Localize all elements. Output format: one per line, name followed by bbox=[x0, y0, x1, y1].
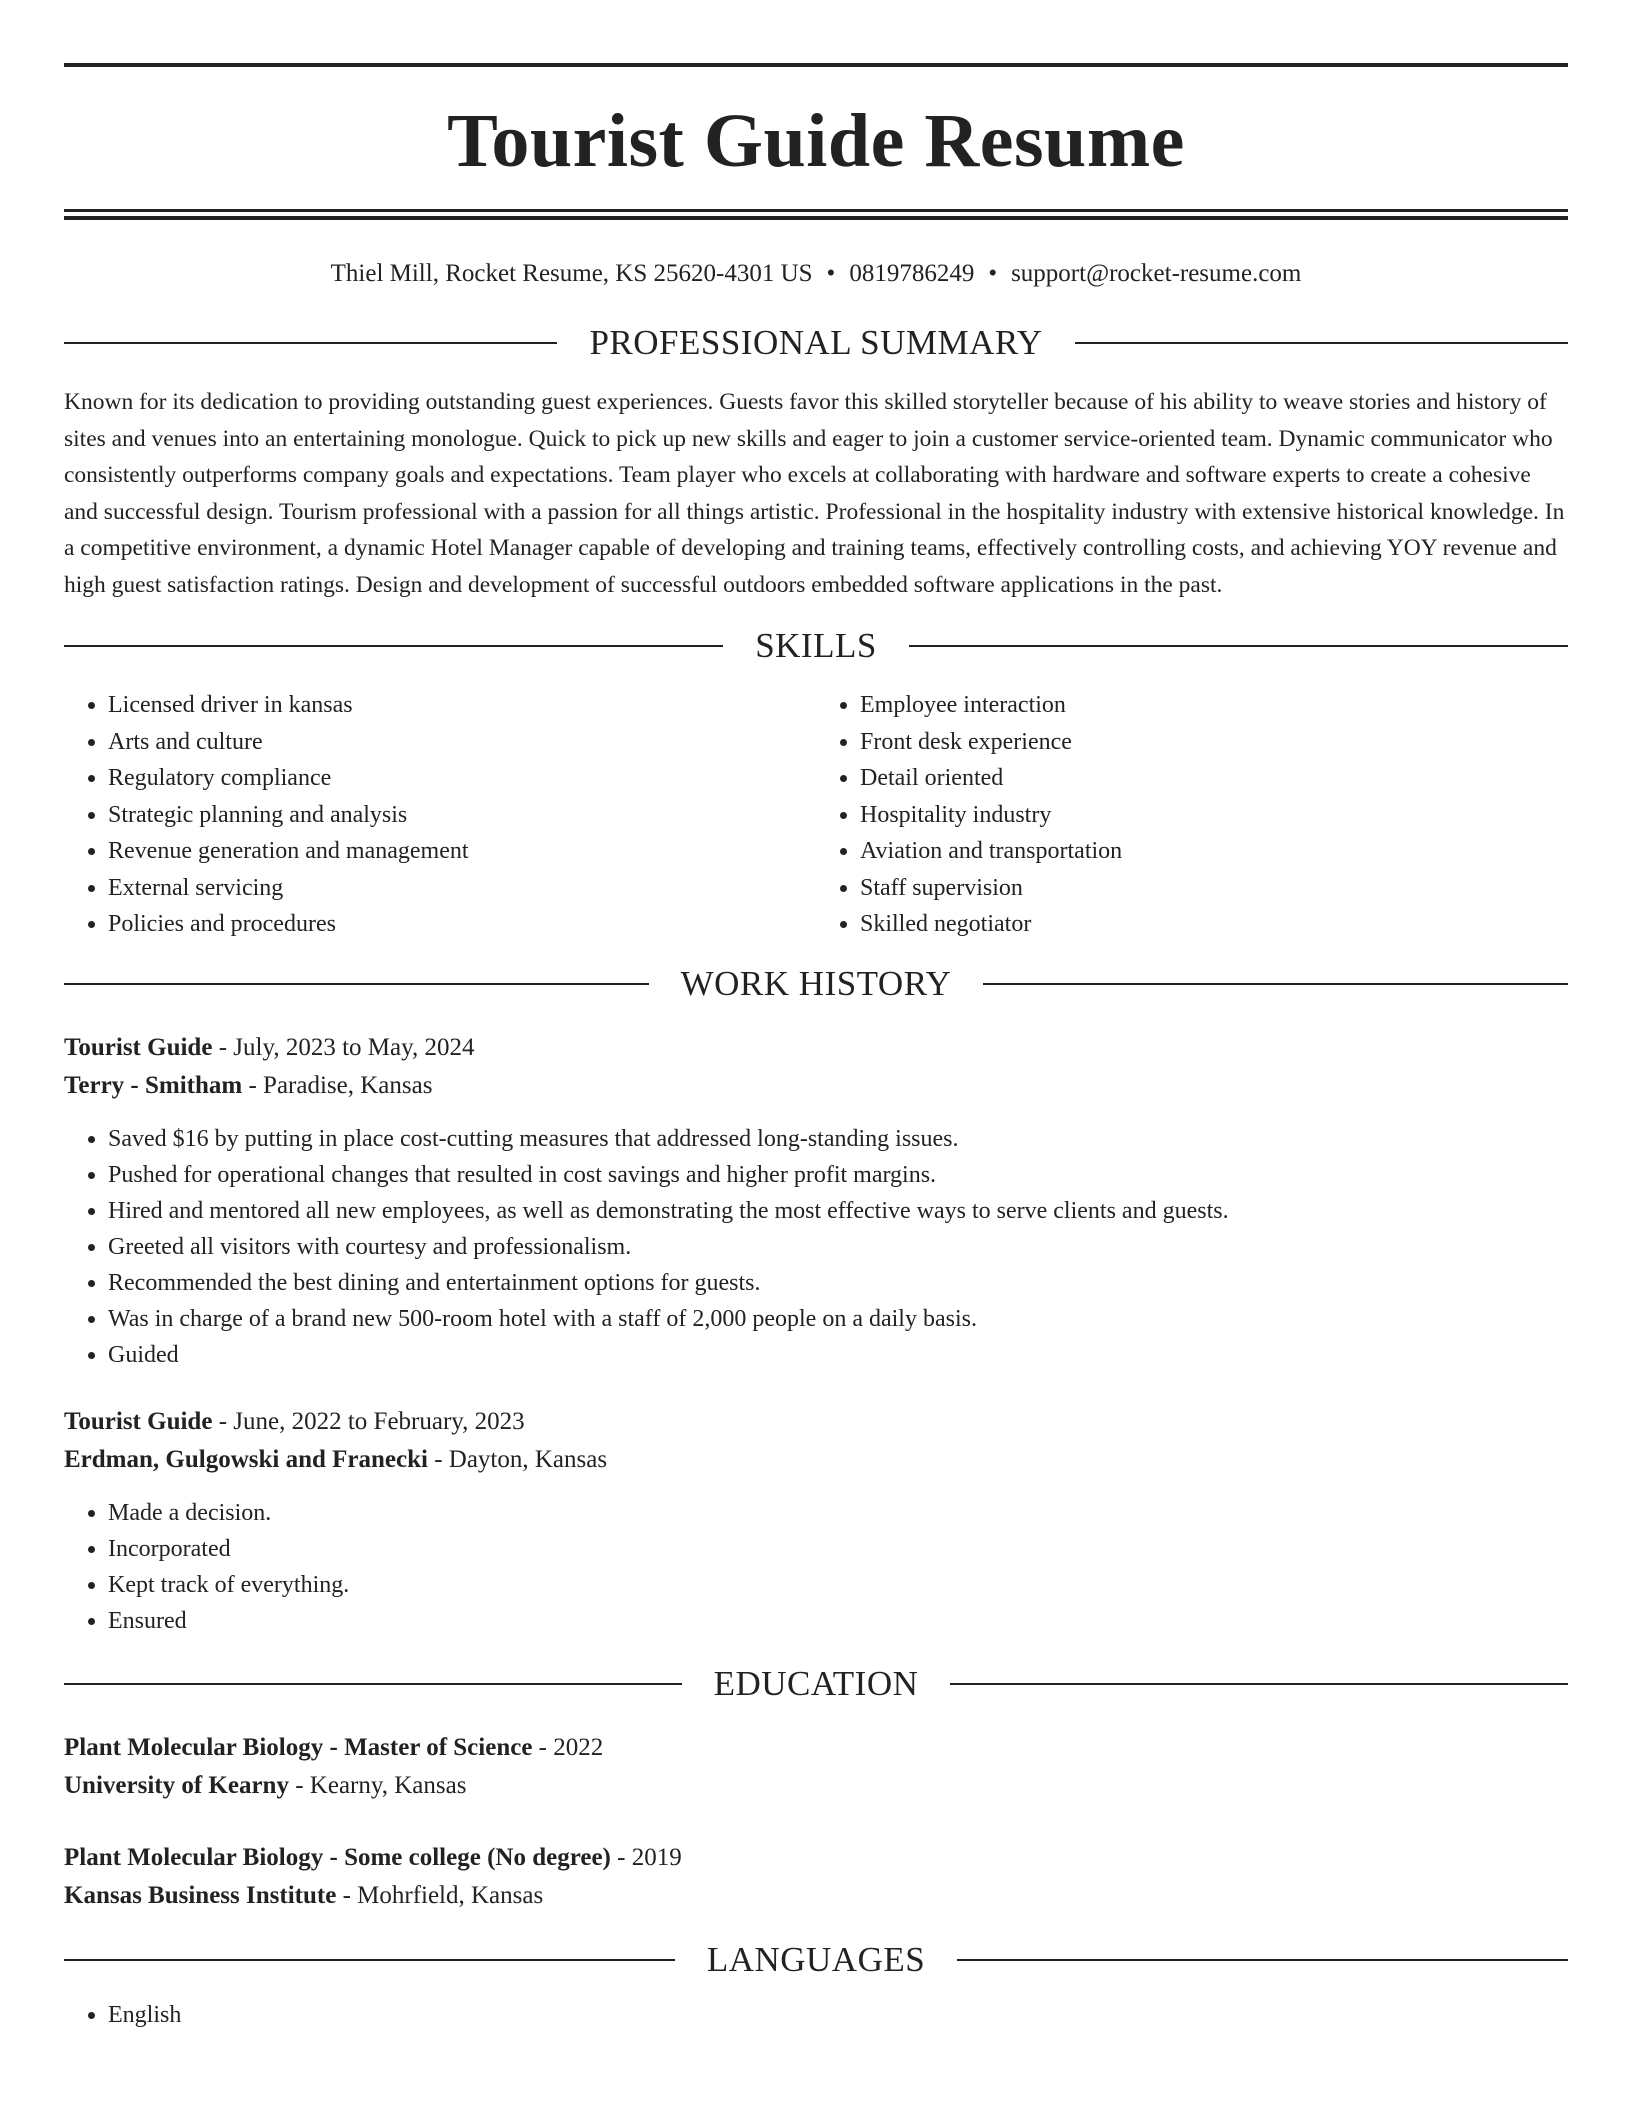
contact-separator: • bbox=[988, 260, 998, 287]
education-year: - 2019 bbox=[610, 1843, 682, 1871]
section-title: SKILLS bbox=[755, 626, 877, 665]
skill-item: • Hospitality industry bbox=[860, 797, 1568, 834]
contact-phone: 0819786249 bbox=[849, 260, 975, 287]
education-year: - 2022 bbox=[532, 1733, 604, 1761]
languages-list bbox=[64, 1997, 1568, 2033]
page-title: Tourist Guide Resume bbox=[447, 99, 1185, 183]
job-bullet: • Ensured bbox=[108, 1603, 1568, 1639]
contact-line bbox=[64, 254, 1568, 294]
education-degree-line bbox=[64, 1839, 1568, 1877]
job-entry bbox=[64, 1403, 1568, 1639]
language-item: • English bbox=[108, 1997, 1568, 2033]
skill-item: • Arts and culture bbox=[108, 724, 816, 761]
title-double-rule bbox=[64, 209, 1568, 220]
skill-item: • Revenue generation and management bbox=[108, 833, 816, 870]
contact-email: support@rocket-resume.com bbox=[1011, 260, 1302, 287]
heading-rule bbox=[957, 1959, 1568, 1961]
section-title: WORK HISTORY bbox=[680, 963, 952, 1003]
job-company-line bbox=[64, 1441, 1568, 1479]
skills-columns bbox=[64, 687, 1568, 943]
job-title-line bbox=[64, 1029, 1568, 1067]
education-location: - Mohrfield, Kansas bbox=[336, 1881, 544, 1909]
job-entry bbox=[64, 1029, 1568, 1373]
heading-rule bbox=[64, 1683, 682, 1685]
skill-item: • Detail oriented bbox=[860, 760, 1568, 797]
heading-rule bbox=[64, 983, 649, 985]
job-company: Terry - Smitham bbox=[64, 1071, 243, 1099]
section-title: PROFESSIONAL SUMMARY bbox=[589, 323, 1043, 362]
job-location: - Dayton, Kansas bbox=[427, 1445, 608, 1473]
job-bullet: • Greeted all visitors with courtesy and professionalism. bbox=[108, 1229, 1568, 1265]
job-bullet: • Hired and mentored all new employees, as well as demonstrating the most effective ways to serve clients and guests. bbox=[108, 1193, 1568, 1229]
job-dates: - July, 2023 to May, 2024 bbox=[212, 1033, 475, 1061]
heading-rule bbox=[64, 645, 723, 647]
section-heading-skills bbox=[64, 623, 1568, 669]
contact-address: Thiel Mill, Rocket Resume, KS 25620-4301 US bbox=[330, 260, 813, 287]
summary-text: Known for its dedication to providing outstanding guest experiences. Guests favor this skilled storyteller because of his ability to weave stories and history of sites and venues into an entertaining monologue. Quick to pick up new skills and eager to join a customer service-oriented team. Dynamic communicator who consistently outperforms company goals and expectations. Team player who excels at collaborating with hardware and software experts to create a cohesive and successful design. Tourism professional with a passion for all things artistic. Professional in the hospitality industry with extensive historical knowledge. In a competitive environment, a dynamic Hotel Manager capable of developing and training teams, effectively controlling costs, and achieving YOY revenue and high guest satisfaction ratings. Design and development of successful outdoors embedded software applications in the past. bbox=[64, 389, 1565, 598]
education-location: - Kearny, Kansas bbox=[288, 1771, 467, 1799]
skill-item: • Employee interaction bbox=[860, 687, 1568, 724]
job-dates: - June, 2022 to February, 2023 bbox=[212, 1407, 525, 1435]
job-bullet: • Guided bbox=[108, 1337, 1568, 1373]
heading-rule bbox=[64, 1959, 675, 1961]
skill-item: • Strategic planning and analysis bbox=[108, 797, 816, 834]
job-bullet: • Incorporated bbox=[108, 1531, 1568, 1567]
resume-page bbox=[64, 0, 1568, 2033]
heading-rule bbox=[983, 983, 1568, 985]
skills-list-left bbox=[64, 687, 816, 943]
skill-item: • Policies and procedures bbox=[108, 906, 816, 943]
section-title: EDUCATION bbox=[713, 1663, 919, 1703]
skill-item: • Skilled negotiator bbox=[860, 906, 1568, 943]
top-rule bbox=[64, 63, 1568, 67]
section-heading-work bbox=[64, 961, 1568, 1007]
job-company-line bbox=[64, 1067, 1568, 1105]
skill-item: • Aviation and transportation bbox=[860, 833, 1568, 870]
education-degree: Plant Molecular Biology - Master of Science bbox=[64, 1733, 533, 1761]
job-bullet: • Kept track of everything. bbox=[108, 1567, 1568, 1603]
education-entry bbox=[64, 1839, 1568, 1915]
heading-rule bbox=[909, 645, 1568, 647]
job-bullet: • Made a decision. bbox=[108, 1495, 1568, 1531]
job-title: Tourist Guide bbox=[64, 1033, 213, 1061]
job-bullet: • Recommended the best dining and entertainment options for guests. bbox=[108, 1265, 1568, 1301]
education-school: University of Kearny bbox=[64, 1771, 289, 1799]
section-title: LANGUAGES bbox=[706, 1939, 926, 1979]
heading-rule bbox=[1075, 342, 1568, 344]
section-heading-languages bbox=[64, 1937, 1568, 1983]
education-degree: Plant Molecular Biology - Some college (No degree) bbox=[64, 1843, 611, 1871]
skill-item: • Regulatory compliance bbox=[108, 760, 816, 797]
heading-rule bbox=[64, 342, 557, 344]
education-school-line bbox=[64, 1877, 1568, 1915]
skill-item: • Licensed driver in kansas bbox=[108, 687, 816, 724]
skill-item: • External servicing bbox=[108, 870, 816, 907]
job-location: - Paradise, Kansas bbox=[242, 1071, 433, 1099]
job-bullet: • Pushed for operational changes that resulted in cost savings and higher profit margins. bbox=[108, 1157, 1568, 1193]
job-bullets bbox=[64, 1495, 1568, 1639]
job-bullets bbox=[64, 1121, 1568, 1373]
job-bullet: • Saved $16 by putting in place cost-cutting measures that addressed long-standing issues. bbox=[108, 1121, 1568, 1157]
education-entry bbox=[64, 1729, 1568, 1805]
section-heading-summary bbox=[64, 320, 1568, 366]
heading-rule bbox=[950, 1683, 1568, 1685]
job-company: Erdman, Gulgowski and Franecki bbox=[64, 1445, 428, 1473]
education-school: Kansas Business Institute bbox=[64, 1881, 337, 1909]
skills-list-right bbox=[816, 687, 1568, 943]
contact-separator: • bbox=[826, 260, 836, 287]
job-title: Tourist Guide bbox=[64, 1407, 213, 1435]
section-heading-education bbox=[64, 1661, 1568, 1707]
skill-item: • Front desk experience bbox=[860, 724, 1568, 761]
job-bullet: • Was in charge of a brand new 500-room hotel with a staff of 2,000 people on a daily basis. bbox=[108, 1301, 1568, 1337]
skill-item: • Staff supervision bbox=[860, 870, 1568, 907]
education-degree-line bbox=[64, 1729, 1568, 1767]
job-title-line bbox=[64, 1403, 1568, 1441]
education-school-line bbox=[64, 1767, 1568, 1805]
